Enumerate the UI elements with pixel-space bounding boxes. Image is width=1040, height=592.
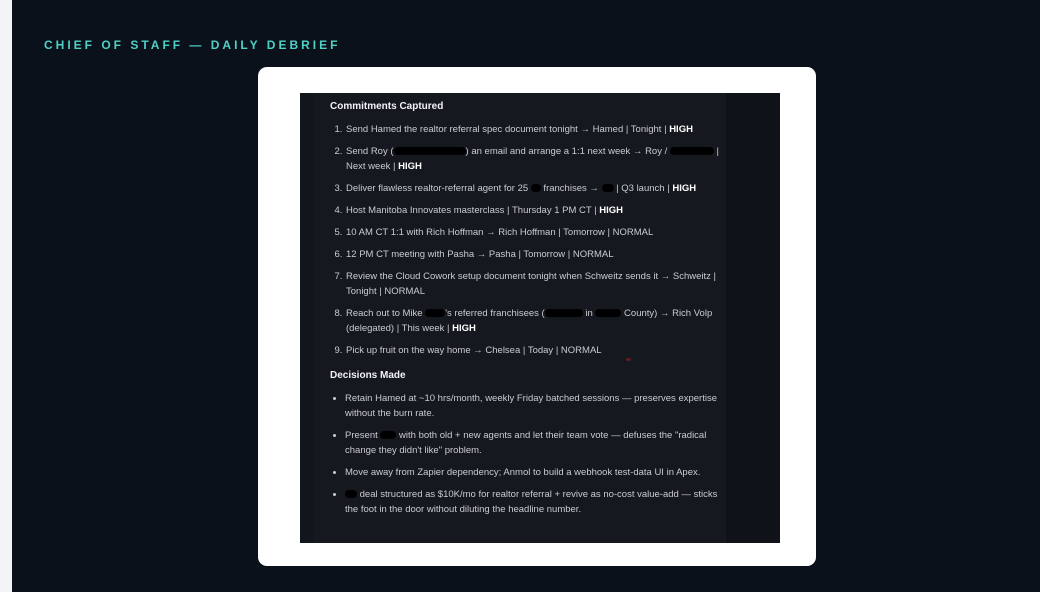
stray-mark [626,358,631,361]
redaction-mark [380,431,396,439]
debrief-content [330,99,722,524]
redaction-mark [345,490,357,498]
priority-label: HIGH [452,323,476,334]
priority-label: HIGH [669,124,693,135]
right-gutter [725,93,780,543]
page-title: CHIEF OF STAFF — DAILY DEBRIEF [44,38,341,52]
redaction-mark [531,184,541,192]
priority-label: HIGH [599,205,624,216]
decisions-list [330,391,722,517]
left-gutter [300,93,314,543]
commitment-item: 2. Send Roy ( ) an email and arrange a 1:1 next week → Roy / | Next week | HIGH [345,144,722,174]
decision-item: • Move away from Zapier dependency; Anmol to build a webhook test-data UI in Apex. [345,465,722,480]
redaction-mark [394,147,466,155]
screenshot-card [258,67,816,566]
redaction-mark [545,309,583,317]
debrief-panel [314,93,726,543]
commitments-list [330,122,722,358]
redaction-mark [670,147,714,155]
decision-item: • Present with both old + new agents and let their team vote — defuses the "radical change they didn't like" problem. [345,428,722,458]
commitment-item: 8. Reach out to Mike 's referred franchisees ( in County) → Rich Volp (delegated) | This week | HIGH [345,306,722,336]
redaction-mark [602,184,614,192]
commitments-heading: Commitments Captured [330,101,444,112]
decision-item: • deal structured as $10K/mo for realtor referral + revive as no-cost value-add — sticks the foot in the door without diluting the headline number. [345,487,722,517]
priority-label: HIGH [672,183,697,194]
decisions-heading: Decisions Made [330,370,406,381]
commitment-item: 5. 10 AM CT 1:1 with Rich Hoffman → Rich Hoffman | Tomorrow | NORMAL [345,225,722,240]
debrief-page [12,0,1040,592]
commitment-item: 9. Pick up fruit on the way home → Chelsea | Today | NORMAL [345,343,722,358]
commitment-item: 3. Deliver flawless realtor-referral agent for 25 franchises → | Q3 launch | HIGH [345,181,722,196]
commitment-item: 7. Review the Cloud Cowork setup document tonight when Schweitz sends it → Schweitz | Tonight | NORMAL [345,269,722,299]
commitment-item: 6. 12 PM CT meeting with Pasha → Pasha | Tomorrow | NORMAL [345,247,722,262]
priority-label: HIGH [398,161,422,172]
redaction-mark [425,309,445,317]
commitment-item: 4. Host Manitoba Innovates masterclass | Thursday 1 PM CT | HIGH [345,203,722,218]
commitment-item: 1. Send Hamed the realtor referral spec document tonight → Hamed | Tonight | HIGH [345,122,722,137]
redaction-mark [595,309,621,317]
embedded-screenshot [300,93,780,543]
decision-item: • Retain Hamed at ~10 hrs/month, weekly Friday batched sessions — preserves expertise without the burn rate. [345,391,722,421]
